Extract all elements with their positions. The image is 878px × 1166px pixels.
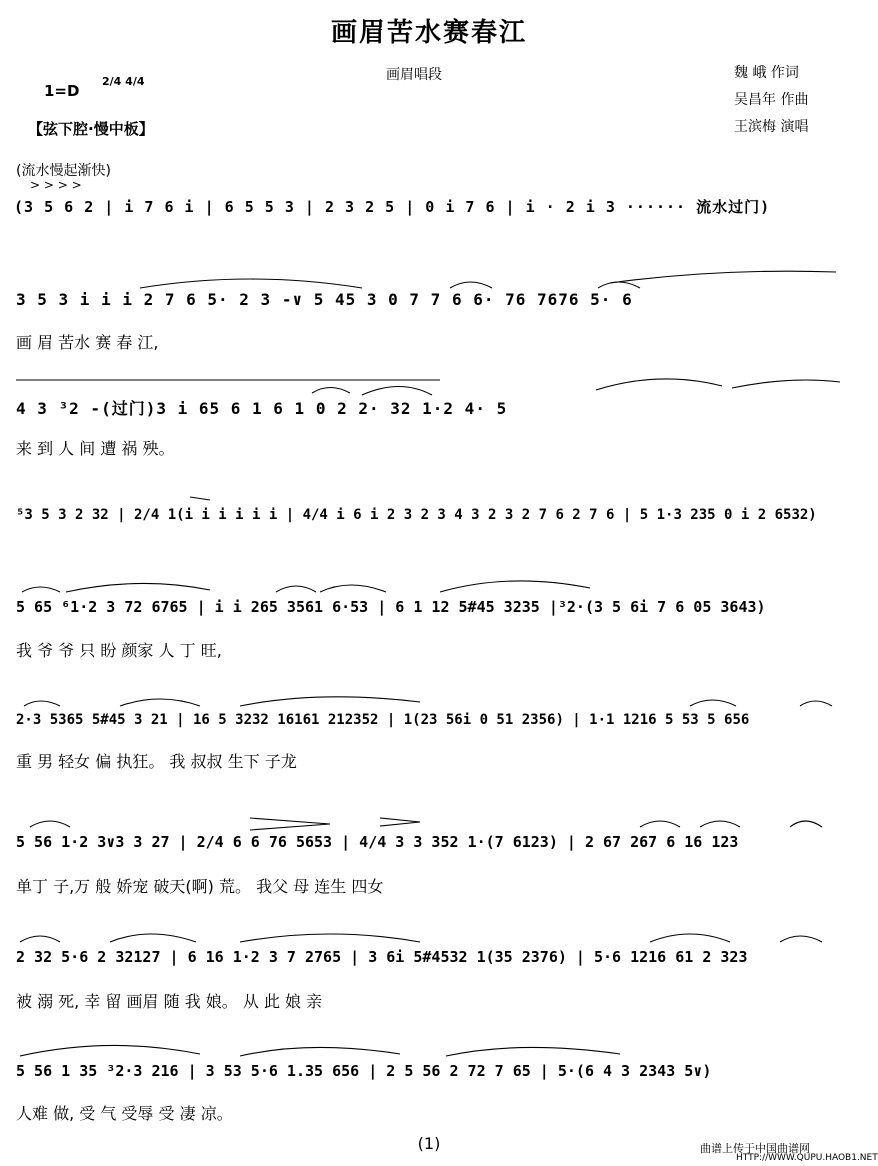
lyricist-credit: 魏 峨 作词 [734, 65, 799, 81]
key-signature: 1=D [44, 82, 80, 100]
singer-credit: 王滨梅 演唱 [734, 119, 809, 135]
slur-mark [450, 282, 492, 288]
slur-mark [240, 697, 420, 706]
slur-mark [24, 701, 60, 706]
slur-mark [276, 586, 316, 592]
slur-mark [190, 497, 210, 500]
slur-mark [22, 587, 60, 592]
slur-mark [700, 821, 740, 827]
score-subtitle: 画眉唱段 [386, 67, 442, 83]
slur-mark [20, 1045, 200, 1056]
slur-mark [440, 581, 590, 592]
slur-mark [598, 282, 640, 288]
system-4-lyrics: 我 爷 爷 只 盼 颜家 人 丁 旺, [16, 641, 222, 660]
slur-mark [596, 379, 722, 390]
slur-mark [690, 700, 736, 706]
system-4-notes: 5 65 ⁶1·2 3 72 6765 | i i 265 3561 6·53 | 6 1 12 5#45 3235 |³2·(3 5 6i 7 6 05 3643) [16, 598, 766, 616]
page-number: (1) [417, 1134, 441, 1153]
slur-mark [732, 380, 840, 388]
slur-mark [312, 388, 350, 394]
tempo-marking: 【弦下腔·慢中板】 [28, 120, 154, 138]
watermark-url: HTTP://WWW.QUPU.HAOB1.NET [736, 1153, 878, 1163]
decrescendo-mark [250, 818, 330, 830]
intro-notes: (3 5 6 2 | i 7 6 i | 6 5 5 3 | 2 3 2 5 | 0 i 7 6 | i · 2 i 3 ······ 流水过门) [14, 198, 771, 216]
crescendo-mark [380, 818, 420, 826]
score-title: 画眉苦水赛春江 [330, 18, 527, 48]
slur-mark [30, 821, 70, 827]
slur-mark [120, 699, 200, 706]
slur-mark [640, 821, 680, 827]
slur-mark [362, 387, 432, 396]
slur-mark [446, 1047, 620, 1056]
system-1-lyrics: 画 眉 苦水 赛 春 江, [16, 333, 159, 352]
slur-mark [140, 279, 362, 288]
slur-mark [610, 271, 836, 283]
time-signature-b: 4/4 [125, 75, 145, 88]
watermark-text: 曲谱上传于中国曲谱网 [700, 1142, 810, 1155]
system-8-notes: 5 56 1 35 ³2·3 216 | 3 53 5·6 1.35 656 | 2 5 56 2 72 7 65 | 5·(6 4 3 2343 5∨) [16, 1062, 712, 1080]
system-6-lyrics: 单丁 子,万 般 娇宠 破天(啊) 荒。 我父 母 连生 四女 [16, 877, 384, 896]
slur-mark [240, 934, 420, 942]
composer-credit: 吴昌年 作曲 [734, 92, 809, 108]
slur-mark [110, 934, 196, 942]
system-3-notes: ⁵3 5 3 2 32 | 2/4 1(i i i i i i | 4/4 i 6 i 2 3 2 3 4 3 2 3 2 7 6 2 7 6 | 5 1·3 235 0 i 2 6532) [16, 507, 817, 523]
system-6-notes: 5 56 1·2 3∨3 3 27 | 2/4 6 6 76 5653 | 4/4 3 3 352 1·(7 6123) | 2 67 267 6 16 123 [16, 833, 739, 851]
slur-mark [790, 821, 822, 827]
slur-mark [320, 585, 386, 592]
slur-mark [650, 934, 730, 942]
system-8-lyrics: 人难 做, 受 气 受辱 受 凄 凉。 [16, 1104, 233, 1123]
accent-marks: > > > > [30, 178, 82, 192]
system-7-lyrics: 被 溺 死, 幸 留 画眉 随 我 娘。 从 此 娘 亲 [16, 992, 323, 1011]
system-5-notes: 2·3 5365 5#45 3 21 | 16 5 3232 16161 212352 | 1(23 56i 0 51 2356) | 1·1 1216 5 53 5 656 [16, 712, 750, 728]
time-signature-a: 2/4 [102, 75, 122, 88]
slur-mark [20, 936, 60, 942]
intro-marking: (流水慢起渐快) [16, 163, 111, 179]
slur-mark [800, 701, 832, 706]
system-1-notes: 3 5 3 i i i 2 7 6 5· 2 3 -∨ 5 45 3 0 7 7 6 6· 76 7676 5· 6 [16, 290, 633, 309]
system-5-lyrics: 重 男 轻女 偏 执狂。 我 叔叔 生下 子龙 [16, 752, 297, 771]
slur-mark [780, 936, 822, 942]
slur-mark [240, 1047, 400, 1056]
slur-mark [66, 583, 210, 592]
system-2-notes: 4 3 ³2 -(过门)3 i 65 6 1 6 1 0 2 2· 32 1·2 4· 5 [16, 399, 508, 418]
system-7-notes: 2 32 5·6 2 32127 | 6 16 1·2 3 7 2765 | 3 6i 5#4532 1(35 2376) | 5·6 1216 61 2 323 [16, 948, 748, 966]
system-2-lyrics: 来 到 人 间 遭 祸 殃。 [16, 439, 175, 458]
